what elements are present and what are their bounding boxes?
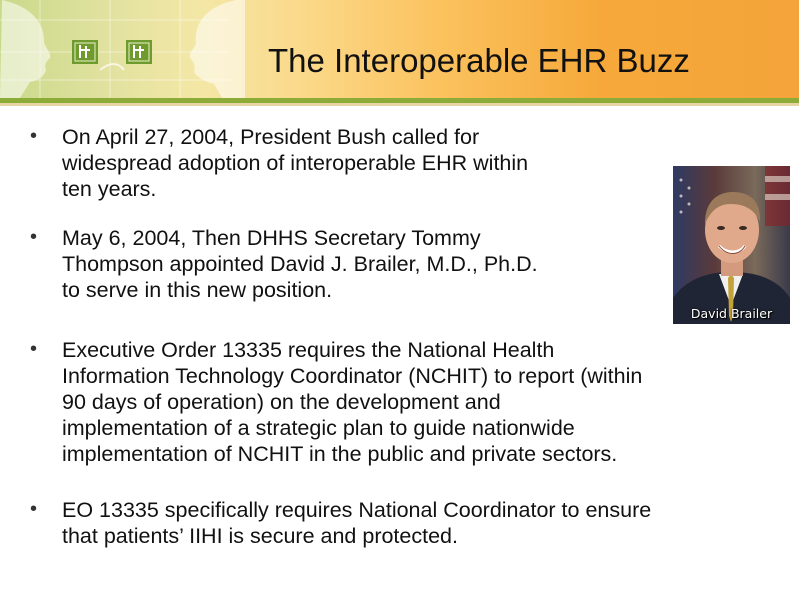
bullet-line: widespread adoption of interoperable EHR within bbox=[62, 151, 529, 175]
medical-card-icon bbox=[126, 40, 152, 64]
left-face-silhouette-icon bbox=[0, 0, 50, 98]
slide-title: The Interoperable EHR Buzz bbox=[268, 42, 690, 79]
bullet-line: that patients’ IIHI is secure and protected. bbox=[62, 524, 458, 548]
david-brailer-photo bbox=[673, 166, 790, 324]
title-divider-shadow bbox=[0, 103, 799, 106]
bullet-line: On April 27, 2004, President Bush called for bbox=[62, 125, 480, 149]
bullet-line: implementation of NCHIT in the public and private sectors. bbox=[62, 442, 618, 466]
bullet-item bbox=[62, 497, 651, 549]
bullet-marker: • bbox=[30, 338, 38, 360]
bullet-line: May 6, 2004, Then DHHS Secretary Tommy bbox=[62, 226, 481, 250]
medical-card-icon bbox=[72, 40, 98, 64]
bullet-line: to serve in this new position. bbox=[62, 278, 333, 302]
bullet-item bbox=[62, 124, 528, 202]
header-banner bbox=[0, 0, 799, 98]
bullet-item bbox=[62, 337, 642, 467]
right-face-silhouette-icon bbox=[190, 0, 245, 98]
bullet-line: EO 13335 specifically requires National Coordinator to ensure bbox=[62, 498, 652, 522]
bullet-marker: • bbox=[30, 125, 38, 147]
photo-caption: David Brailer bbox=[690, 306, 773, 321]
bullet-line: implementation of a strategic plan to guide nationwide bbox=[62, 416, 575, 440]
bullet-line: 90 days of operation) on the development and bbox=[62, 390, 501, 414]
bullet-line: Information Technology Coordinator (NCHIT) to report (within bbox=[62, 364, 643, 388]
bullet-item bbox=[62, 225, 538, 303]
bullet-marker: • bbox=[30, 498, 38, 520]
bullet-line: ten years. bbox=[62, 177, 157, 201]
portrait-image bbox=[673, 166, 790, 324]
bullet-line: Executive Order 13335 requires the National Health bbox=[62, 338, 555, 362]
bullet-marker: • bbox=[30, 226, 38, 248]
header-graphic bbox=[0, 0, 260, 98]
bullet-line: Thompson appointed David J. Brailer, M.D., Ph.D. bbox=[62, 252, 538, 276]
